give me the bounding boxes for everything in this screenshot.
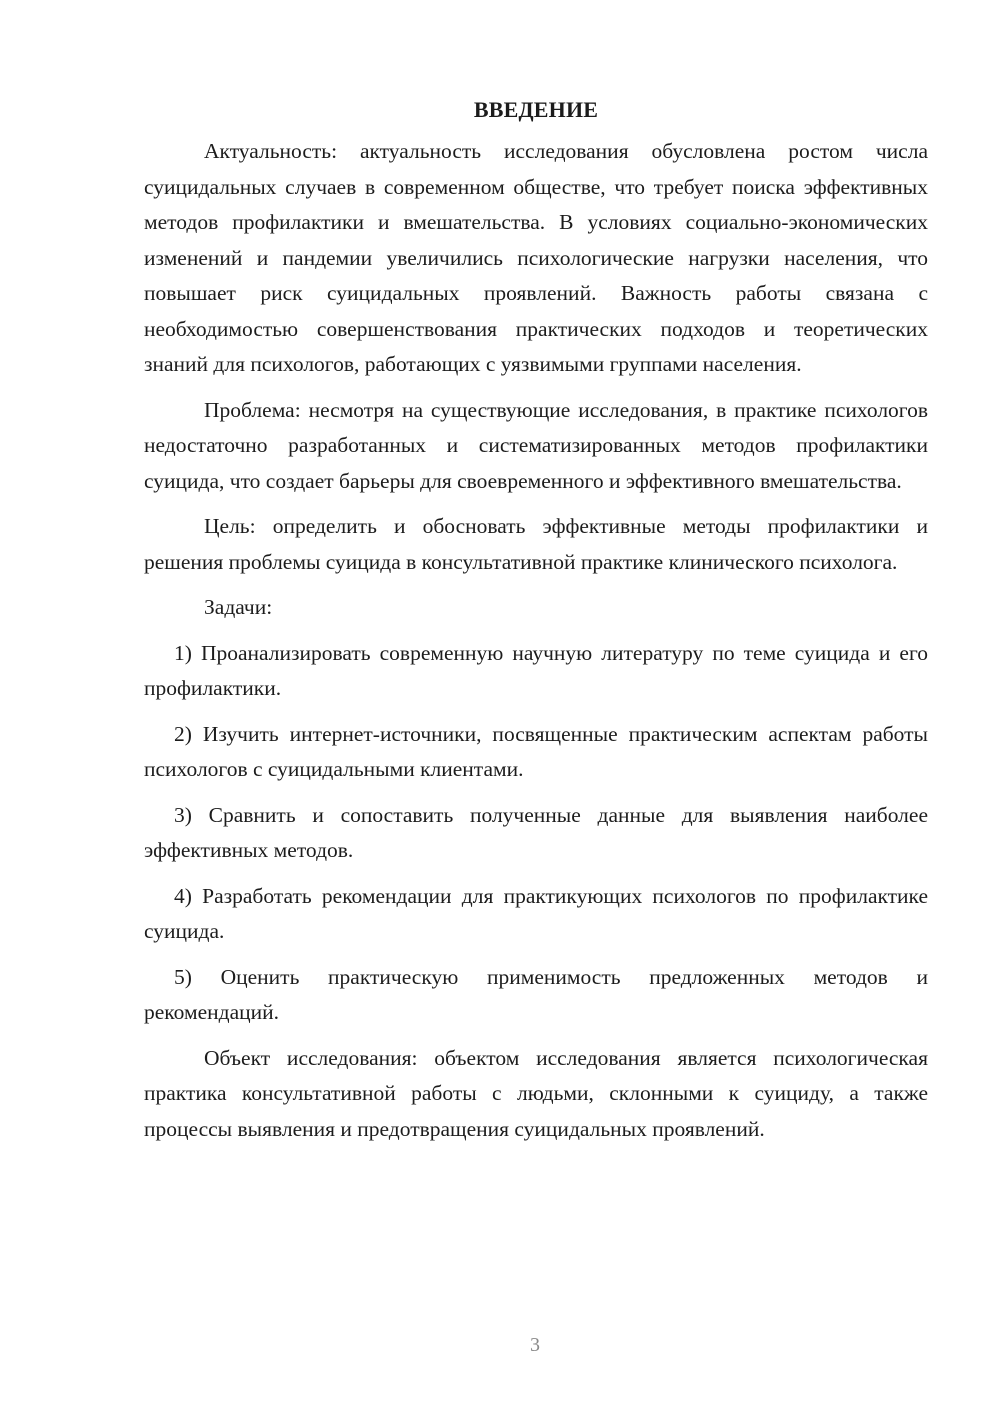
page-number: 3: [530, 1334, 540, 1356]
task-item: 3) Сравнить и сопоставить полученные данные для выявления наиболее эффективных методов.: [144, 802, 928, 862]
task-item: 2) Изучить интернет-источники, посвященные практическим аспектам работы психологов с суицидальными клиентами.: [144, 721, 928, 781]
task-item: 5) Оценить практическую применимость предложенных методов и рекомендаций.: [144, 964, 928, 1024]
paragraph-object: Объект исследования: объектом исследования является психологическая практика консультативной работы с людьми, склонными к суициду, а также процессы выявления и предотвращения суицидальных проявлений.: [144, 1045, 928, 1141]
task-item: 4) Разработать рекомендации для практикующих психологов по профилактике суицида.: [144, 883, 928, 943]
section-title: ВВЕДЕНИЕ: [473, 97, 599, 122]
paragraph-problem: Проблема: несмотря на существующие исследования, в практике психологов недостаточно разработанных и систематизированных методов профилактики суицида, что создает барьеры для своевременного и эффективного вмешательства.: [144, 397, 928, 493]
paragraph-tasks-heading: Задачи:: [204, 595, 273, 619]
task-item: 1) Проанализировать современную научную литературу по теме суицида и его профилактики.: [144, 640, 928, 700]
paragraph-goal: Цель: определить и обосновать эффективные методы профилактики и решения проблемы суицида в консультативной практике клинического психолога.: [144, 514, 928, 574]
paragraph-relevance: Актуальность: актуальность исследования обусловлена ростом числа суицидальных случаев в современном обществе, что требует поиска эффективных методов профилактики и вмешательства. В условиях социально-экономических изменений и пандемии увеличились психологические нагрузки населения, что повышает риск суицидальных проявлений. Важность работы связана с необходимостью совершенствования практических подходов и теоретических знаний для психологов, работающих с уязвимыми группами населения.: [144, 139, 928, 376]
document-page: [144, 96, 928, 1157]
